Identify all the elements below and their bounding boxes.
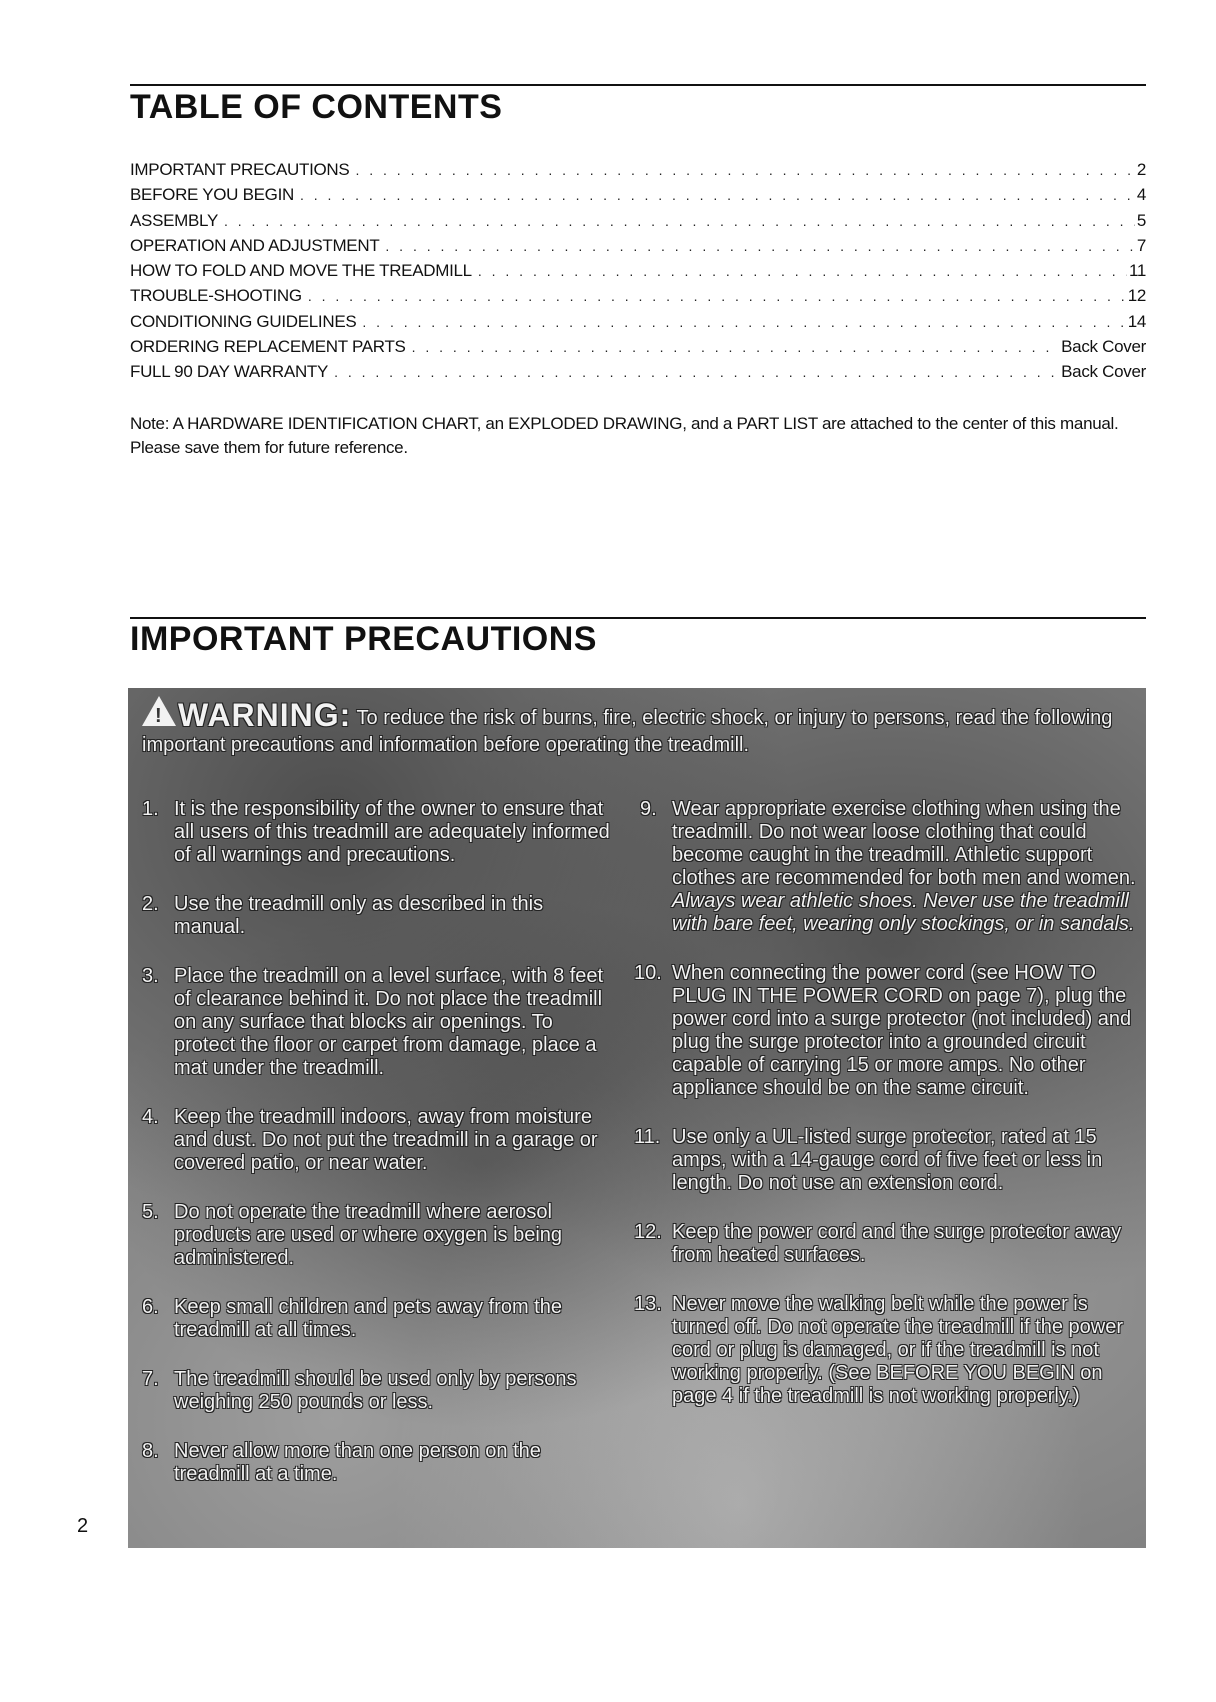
warning-label: WARNING: xyxy=(178,697,352,733)
precaution-item xyxy=(142,1296,612,1342)
precaution-body: Keep the treadmill indoors, away from moisture and dust. Do not put the treadmill in a garage or covered patio, or near water. xyxy=(174,1106,598,1174)
precaution-number: 1. xyxy=(142,798,159,820)
toc-entry-page: Back Cover xyxy=(1061,362,1146,382)
toc-entry xyxy=(130,211,1146,236)
toc-entry xyxy=(130,362,1146,387)
precaution-item xyxy=(142,1440,612,1486)
toc-entry-label: TROUBLE-SHOOTING xyxy=(130,286,302,306)
precaution-text xyxy=(174,893,612,939)
toc-list xyxy=(130,160,1146,388)
warning-header xyxy=(142,696,1132,759)
precaution-text xyxy=(672,798,1140,936)
precaution-text xyxy=(672,962,1140,1100)
precaution-body: It is the responsibility of the owner to ensure that all users of this treadmill are adequately informed of all warnings and precautions. xyxy=(174,798,610,866)
toc-top-rule xyxy=(130,84,1146,86)
precaution-item xyxy=(634,962,1140,1100)
precaution-body: Wear appropriate exercise clothing when using the treadmill. Do not wear loose clothing that could become caught in the treadmill. Athletic support clothes are recommended for both men and women. xyxy=(672,798,1136,889)
toc-entry xyxy=(130,261,1146,286)
precaution-item xyxy=(640,798,1140,936)
toc-entry-label: ASSEMBLY xyxy=(130,210,218,230)
precaution-number: 13. xyxy=(634,1293,662,1315)
precaution-body: Use the treadmill only as described in this manual. xyxy=(174,893,544,938)
precaution-item xyxy=(142,1368,612,1414)
toc-entry xyxy=(130,286,1146,311)
precaution-item xyxy=(142,893,612,939)
toc-entry-page: 4 xyxy=(1136,185,1146,205)
precaution-number: 4. xyxy=(142,1106,159,1128)
precaution-item xyxy=(634,1293,1140,1408)
toc-leader-dots xyxy=(334,364,1059,380)
precaution-number: 10. xyxy=(634,962,662,984)
toc-entry-page: 11 xyxy=(1128,261,1146,281)
precaution-body: Keep small children and pets away from the treadmill at all times. xyxy=(174,1296,562,1341)
precaution-number: 9. xyxy=(640,798,657,820)
toc-entry-page: 12 xyxy=(1127,286,1146,306)
precaution-body: The treadmill should be used only by persons weighing 250 pounds or less. xyxy=(174,1368,577,1413)
precaution-number: 6. xyxy=(142,1296,159,1318)
precaution-body: Keep the power cord and the surge protector away from heated surfaces. xyxy=(672,1221,1122,1266)
toc-entry-page: 14 xyxy=(1127,311,1146,331)
precaution-item xyxy=(142,1201,612,1270)
toc-entry-label: CONDITIONING GUIDELINES xyxy=(130,311,357,331)
precaution-body: Use only a UL-listed surge protector, rated at 15 amps, with a 14-gauge cord of five feet or less in length. Do not use an extension cord. xyxy=(672,1126,1103,1194)
precaution-number: 2. xyxy=(142,893,159,915)
precaution-text xyxy=(174,965,612,1080)
precaution-body: When connecting the power cord (see HOW TO PLUG IN THE POWER CORD on page 7), plug the power cord into a surge protector (not included) and plug the surge protector into a grounded circuit capable of carrying 15 or more amps. No other appliance should be on the same circuit. xyxy=(672,962,1132,1099)
warning-box xyxy=(128,688,1146,1548)
precaution-number: 8. xyxy=(142,1440,159,1462)
precaution-text xyxy=(174,1106,612,1175)
toc-entry-label: OPERATION AND ADJUSTMENT xyxy=(130,235,380,255)
toc-entry-page: 2 xyxy=(1136,160,1146,179)
toc-note: Note: A HARDWARE IDENTIFICATION CHART, an EXPLODED DRAWING, and a PART LIST are attached to the center of this manual. Please save them for future reference. xyxy=(130,414,1119,457)
toc-leader-dots xyxy=(224,213,1135,229)
toc-title: TABLE OF CONTENTS xyxy=(130,88,503,126)
toc-entry-page: 7 xyxy=(1136,235,1146,255)
toc-leader-dots xyxy=(362,314,1125,330)
toc-entry-page: Back Cover xyxy=(1061,337,1146,357)
precautions-column-right xyxy=(634,798,1140,1408)
toc-leader-dots xyxy=(300,187,1135,203)
precaution-item xyxy=(142,798,612,867)
precautions-top-rule xyxy=(130,617,1146,619)
precautions-title: IMPORTANT PRECAUTIONS xyxy=(130,620,597,658)
precaution-body: Do not operate the treadmill where aerosol products are used or where oxygen is being administered. xyxy=(174,1201,563,1269)
precaution-text xyxy=(174,1368,612,1414)
precaution-item xyxy=(142,1106,612,1175)
toc-entry-label: ORDERING REPLACEMENT PARTS xyxy=(130,337,406,357)
warning-text: To reduce the risk of burns, fire, electric shock, or injury to persons, read the following important precautions and information before operating the treadmill. xyxy=(142,707,1113,756)
precaution-number: 12. xyxy=(634,1221,662,1243)
toc-entry xyxy=(130,236,1146,261)
precaution-number: 3. xyxy=(142,965,159,987)
warning-triangle-icon xyxy=(142,696,176,726)
precaution-item xyxy=(142,965,612,1080)
toc-entry-label: FULL 90 DAY WARRANTY xyxy=(130,362,329,382)
precaution-body: Never allow more than one person on the treadmill at a time. xyxy=(174,1440,541,1485)
precaution-text xyxy=(174,1440,612,1486)
precaution-item xyxy=(634,1126,1140,1195)
toc-leader-dots xyxy=(412,339,1060,355)
precaution-text xyxy=(672,1293,1140,1408)
toc-entry-label: HOW TO FOLD AND MOVE THE TREADMILL xyxy=(130,261,472,281)
page-number: 2 xyxy=(77,1515,89,1537)
toc-leader-dots xyxy=(355,162,1134,178)
toc-entry xyxy=(130,312,1146,337)
toc-entry xyxy=(130,185,1146,210)
toc-entry xyxy=(130,337,1146,362)
precaution-text xyxy=(174,1201,612,1270)
precaution-number: 11. xyxy=(634,1126,661,1148)
precaution-text xyxy=(174,1296,612,1342)
toc-leader-dots xyxy=(385,238,1134,254)
toc-entry-label: BEFORE YOU BEGIN xyxy=(130,185,294,205)
precaution-text xyxy=(174,798,612,867)
precaution-number: 7. xyxy=(142,1368,159,1390)
toc-entry-page: 5 xyxy=(1136,210,1146,230)
precaution-body: Never move the walking belt while the power is turned off. Do not operate the treadmill if the power cord or plug is damaged, or if the treadmill is not working properly. (See BEFORE YOU BEGIN on page 4 if the treadmill is not working properly.) xyxy=(672,1293,1124,1407)
precaution-body: Place the treadmill on a level surface, with 8 feet of clearance behind it. Do not place the treadmill on any surface that blocks air openings. To protect the floor or carpet from damage, place a mat under the treadmill. xyxy=(174,965,604,1079)
precautions-column-left xyxy=(142,798,612,1486)
precaution-number: 5. xyxy=(142,1201,159,1223)
toc-leader-dots xyxy=(308,288,1126,304)
precaution-item xyxy=(634,1221,1140,1267)
precaution-text xyxy=(672,1221,1140,1267)
precaution-emphasis: Always wear athletic shoes. Never use the treadmill with bare feet, wearing only stockings, or in sandals. xyxy=(672,890,1135,935)
toc-leader-dots xyxy=(478,263,1127,279)
toc-entry xyxy=(130,160,1146,185)
precaution-text xyxy=(672,1126,1140,1195)
toc-entry-label: IMPORTANT PRECAUTIONS xyxy=(130,160,350,179)
